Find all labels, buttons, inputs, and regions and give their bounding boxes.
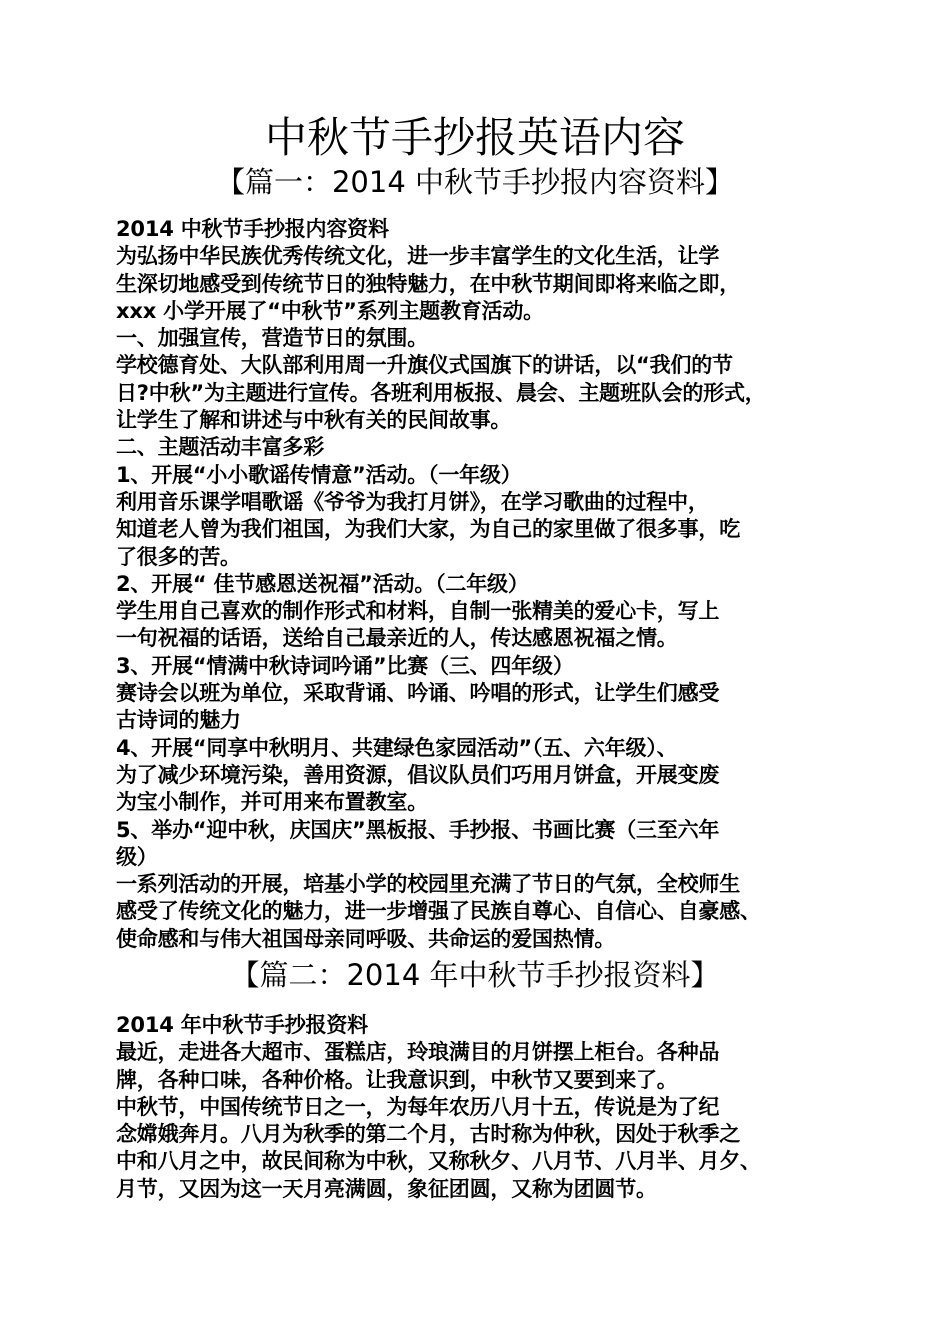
paragraph-line: 感受了传统文化的魅力，进一步增强了民族自尊心、自信心、自豪感、: [116, 899, 761, 924]
paragraph-line: 使命感和与伟大祖国母亲同呼吸、共命运的爱国热情。: [116, 926, 616, 951]
paragraph-line: 4、开展“同享中秋明月、共建绿色家园活动”（五、六年级）、: [116, 735, 678, 760]
paragraph-line: 二、主题活动丰富多彩: [116, 435, 324, 460]
paragraph-line: 最近，走进各大超市、蛋糕店，玲琅满目的月饼摆上柜台。各种品: [116, 1040, 720, 1065]
paragraph-line: 让学生了解和讲述与中秋有关的民间故事。: [116, 408, 512, 433]
paragraph-line: 牌，各种口味，各种价格。让我意识到，中秋节又要到来了。: [116, 1067, 678, 1092]
paragraph-line: 了很多的苦。: [116, 544, 241, 569]
paragraph-line: 古诗词的魅力: [116, 708, 241, 733]
paragraph-line: 念嫦娥奔月。八月为秋季的第二个月，古时称为仲秋，因处于秋季之: [116, 1122, 740, 1147]
section-2-subtitle: 2014 年中秋节手抄报资料: [116, 1013, 368, 1037]
paragraph-line: 2、开展“ 佳节感恩送祝福”活动。（二年级）: [116, 571, 529, 596]
paragraph-line: 中秋节，中国传统节日之一，为每年农历八月十五，传说是为了纪: [116, 1094, 720, 1119]
paragraph-line: 3、开展“情满中秋诗词吟诵”比赛（三、四年级）: [116, 653, 574, 678]
paragraph-line: 赛诗会以班为单位，采取背诵、吟诵、吟唱的形式，让学生们感受: [116, 681, 720, 706]
paragraph-line: 学校德育处、大队部利用周一升旗仪式国旗下的讲话，以“我们的节: [116, 353, 733, 378]
paragraph-line: 利用音乐课学唱歌谣《爷爷为我打月饼》，在学习歌曲的过程中，: [116, 489, 709, 514]
paragraph-line: 为宝小制作，并可用来布置教室。: [116, 790, 428, 815]
paragraph-line: 中和八月之中，故民间称为中秋，又称秋夕、八月节、八月半、月夕、: [116, 1149, 761, 1174]
paragraph-line: 为弘扬中华民族优秀传统文化，进一步丰富学生的文化生活，让学: [116, 244, 720, 269]
section-1-subtitle: 2014 中秋节手抄报内容资料: [116, 217, 389, 241]
paragraph-line: xxx 小学开展了“中秋节”系列主题教育活动。: [116, 298, 544, 323]
paragraph-line: 一、加强宣传，营造节日的氛围。: [116, 326, 428, 351]
section-1-body: [116, 216, 852, 953]
document-title: 中秋节手抄报英语内容: [264, 113, 685, 162]
paragraph-line: 1、开展“小小歌谣传情意”活动。（一年级）: [116, 462, 522, 487]
paragraph-line: 月节，又因为这一天月亮满圆，象征团圆，又称为团圆节。: [116, 1176, 657, 1201]
paragraph-line: 一句祝福的话语，送给自己最亲近的人，传达感恩祝福之情。: [116, 626, 678, 651]
paragraph-line: 日?中秋”为主题进行宣传。各班利用板报、晨会、主题班队会的形式，: [116, 380, 766, 405]
paragraph-line: 5、举办“迎中秋，庆国庆”黑板报、手抄报、书画比赛（三至六年: [116, 817, 720, 842]
paragraph-line: 一系列活动的开展，培基小学的校园里充满了节日的气氛，全校师生: [116, 872, 740, 897]
paragraph-line: 级）: [116, 844, 158, 869]
paragraph-line: 学生用自己喜欢的制作形式和材料，自制一张精美的爱心卡，写上: [116, 599, 720, 624]
section-2-body: [116, 1012, 852, 1203]
section-2-heading: 【篇二：2014 年中秋节手抄报资料】: [230, 958, 720, 992]
paragraph-line: 生深切地感受到传统节日的独特魅力，在中秋节期间即将来临之即，: [116, 271, 740, 296]
section-1-heading: 【篇一：2014 中秋节手抄报内容资料】: [215, 165, 735, 199]
paragraph-line: 为了减少环境污染，善用资源，倡议队员们巧用月饼盒，开展变废: [116, 762, 720, 787]
paragraph-line: 知道老人曾为我们祖国，为我们大家，为自己的家里做了很多事，吃: [116, 517, 740, 542]
